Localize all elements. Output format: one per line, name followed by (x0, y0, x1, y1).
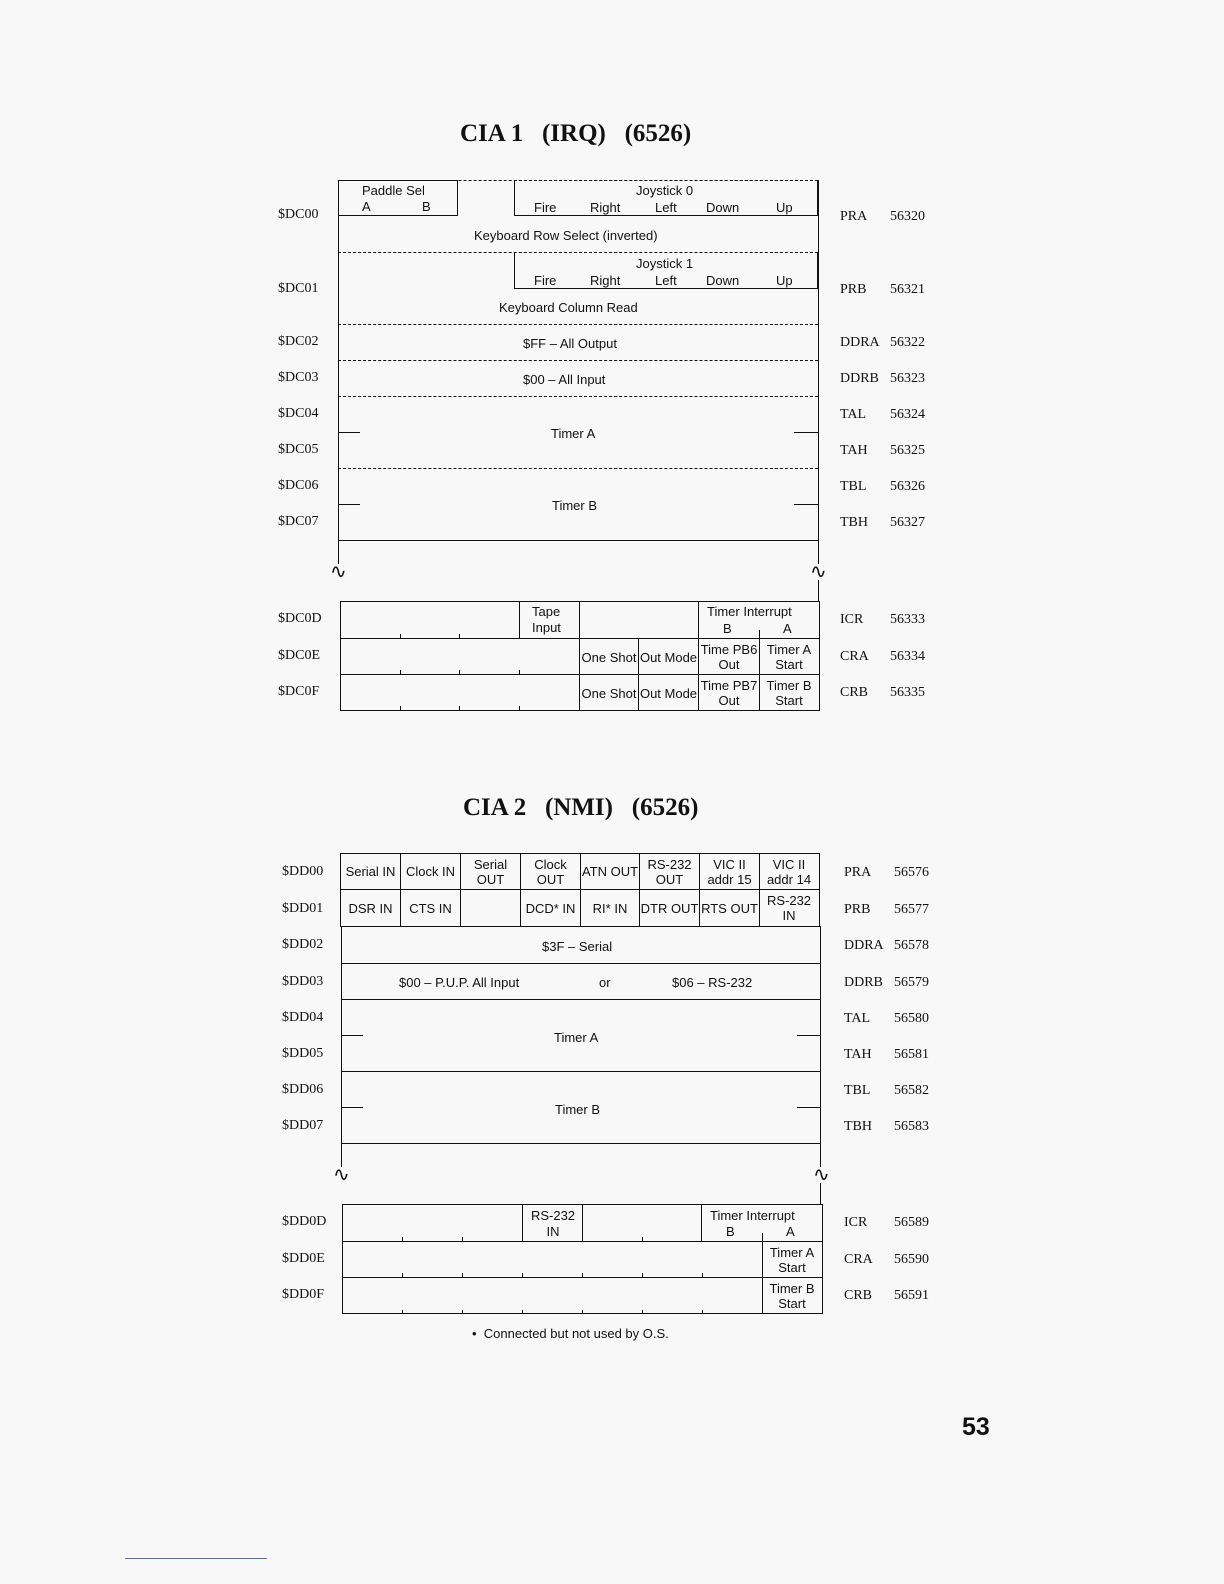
cia1-dec-tal: 56324 (890, 407, 925, 422)
cia2-prb-bit3: RI* IN (581, 890, 640, 926)
cia1-icr-tick (759, 630, 760, 638)
cia1-cra-one-shot: One Shot (581, 649, 637, 665)
cia1-cra-timer-start: Timer A Start (766, 642, 812, 672)
cia2-addr-dd01: $DD01 (282, 901, 324, 916)
cia1-icr-div1 (519, 601, 520, 638)
cia2-pra-bit7: Serial IN (341, 854, 401, 889)
cia2-addr-dd0d: $DD0D (282, 1214, 327, 1229)
cia2-timer-b: Timer B (555, 1102, 601, 1117)
cia2-reg-tah: TAH (844, 1047, 872, 1062)
cia1-title: CIA 1 (IRQ) (6526) (460, 120, 692, 147)
cia1-timer-a-bottom (338, 468, 818, 469)
cia1-timer-interrupt: Timer Interrupt (707, 604, 792, 619)
cia2-reg-tal: TAL (844, 1011, 871, 1026)
cia1-tick (459, 670, 460, 674)
cia1-addr-dc06: $DC06 (278, 478, 319, 493)
cia2-dec-ddrb: 56579 (894, 975, 929, 990)
cia2-pra-bit5: Serial OUT (461, 854, 521, 889)
cia1-dec-pra: 56320 (890, 209, 925, 224)
cia2-timer-a-mid-right (797, 1035, 821, 1036)
cia1-paddle-b: B (422, 199, 431, 214)
cia1-cra-out-mode: Out Mode (639, 649, 698, 665)
cia1-timer-a-mid-left (338, 432, 360, 433)
cia2-addr-dd07: $DD07 (282, 1118, 324, 1133)
cia2-reg-crb: CRB (844, 1288, 873, 1303)
cia2-addr-dd00: $DD00 (282, 864, 324, 879)
cia2-dec-tbl: 56582 (894, 1083, 929, 1098)
cia2-timer-a-bottom (341, 1071, 821, 1072)
cia1-js1-right: Right (590, 273, 621, 288)
cia2-tick (702, 1310, 703, 1314)
cia1-right-border (818, 180, 819, 542)
cia1-reg-tbh: TBH (840, 515, 868, 530)
cia1-crb-one-shot: One Shot (581, 685, 637, 701)
cia2-tick (462, 1237, 463, 1241)
cia1-timer-a: Timer A (551, 426, 596, 441)
cia1-paddle-a: A (362, 199, 371, 214)
cia2-pra-bit3: ATN OUT (581, 854, 640, 889)
cia1-addr-dc07: $DC07 (278, 514, 319, 529)
cia2-dec-prb: 56577 (894, 902, 929, 917)
cia1-joystick0-label: Joystick 0 (636, 183, 694, 198)
cia2-prb-bit1: RTS OUT (700, 890, 760, 926)
cia1-break-left-icon: ∿ (330, 561, 347, 583)
cia2-prb-bit4: DCD* IN (521, 890, 581, 926)
cia2-dec-tbh: 56583 (894, 1119, 929, 1134)
cia1-reg-tah: TAH (840, 443, 868, 458)
cia2-cra-bottom (342, 1277, 823, 1278)
cia1-timer-b-mid-left (338, 504, 360, 505)
cia1-crb-timer-start: Timer B Start (766, 678, 812, 708)
cia1-icr-a: A (783, 621, 792, 636)
cia1-reg-ddrb: DDRB (840, 371, 879, 386)
cia1-dec-tbh: 56327 (890, 515, 925, 530)
cia2-break-right-lower (820, 1183, 821, 1205)
cia2-dec-crb: 56591 (894, 1288, 929, 1303)
cia1-crb-time-out: Time PB7 Out (700, 678, 758, 708)
cia1-icr-b: B (723, 621, 732, 636)
cia2-timer-b-mid-left (341, 1107, 363, 1108)
cia1-icr-bottom (340, 638, 820, 639)
cia1-dec-prb: 56321 (890, 282, 925, 297)
cia2-addr-dd03: $DD03 (282, 974, 324, 989)
cia2-icr-b: B (726, 1224, 735, 1239)
cia1-reg-crb: CRB (840, 685, 869, 700)
cia2-pra-row (340, 853, 820, 890)
cia1-reg-tbl: TBL (840, 479, 867, 494)
cia2-tick (642, 1310, 643, 1314)
cia1-ddrb-bottom (338, 396, 818, 397)
cia2-tick (702, 1273, 703, 1277)
cia2-ddrb-bottom (341, 999, 821, 1000)
cia2-break-left-icon: ∿ (333, 1164, 350, 1186)
cia2-pra-bit2: RS-232 OUT (640, 854, 700, 889)
cia1-dec-ddra: 56322 (890, 335, 925, 350)
cia1-addr-dc01: $DC01 (278, 281, 319, 296)
cia1-left-border (338, 180, 339, 542)
cia1-js0-left: Left (655, 200, 677, 215)
cia1-addr-dc04: $DC04 (278, 406, 319, 421)
cia2-timer-b-bottom (341, 1143, 821, 1144)
cia1-js1-fire: Fire (534, 273, 557, 288)
cia1-tick (400, 706, 401, 710)
cia2-addr-dd02: $DD02 (282, 937, 324, 952)
cia1-addr-dc02: $DC02 (278, 334, 319, 349)
cia2-dec-tal: 56580 (894, 1011, 929, 1026)
cia2-reg-cra: CRA (844, 1252, 873, 1267)
cia1-break-right-icon: ∿ (810, 561, 827, 583)
cia1-js0-right: Right (590, 200, 621, 215)
cia1-dec-cra: 56334 (890, 649, 925, 664)
cia2-dec-pra: 56576 (894, 865, 929, 880)
cia1-joystick1-label: Joystick 1 (636, 256, 694, 271)
cia1-cra-time-out: Time PB6 Out (700, 642, 758, 672)
cia1-ddra-value: $FF – All Output (523, 336, 617, 351)
page-number: 53 (962, 1413, 990, 1441)
cia2-tick (522, 1273, 523, 1277)
cia2-tick (402, 1237, 403, 1241)
cia2-reg-pra: PRA (844, 865, 872, 880)
cia1-reg-cra: CRA (840, 649, 869, 664)
cia1-addr-dc0f: $DC0F (278, 684, 320, 699)
cia2-icr-div2 (582, 1204, 583, 1241)
cia2-tick (642, 1237, 643, 1241)
cia1-dec-tbl: 56326 (890, 479, 925, 494)
cia2-tick (582, 1273, 583, 1277)
cia1-paddle-sel-label: Paddle Sel (362, 183, 425, 198)
cia2-addr-dd0e: $DD0E (282, 1251, 325, 1266)
cia1-js1-up: Up (776, 273, 793, 288)
cia1-reg-prb: PRB (840, 282, 867, 297)
cia2-footnote: • Connected but not used by O.S. (472, 1326, 669, 1341)
cia1-cra-bottom (340, 674, 820, 675)
cia2-tick (462, 1273, 463, 1277)
cia2-icr-a: A (786, 1224, 795, 1239)
cia1-js0-up: Up (776, 200, 793, 215)
cia1-js1-left: Left (655, 273, 677, 288)
cia2-ddrb-input: $00 – P.U.P. All Input (399, 975, 520, 990)
cia1-reg-tal: TAL (840, 407, 867, 422)
cia2-rs232-in: RS-232 IN (530, 1208, 576, 1239)
cia2-pra-bit4: Clock OUT (521, 854, 581, 889)
cia1-timer-b: Timer B (552, 498, 598, 513)
cia1-reg-pra: PRA (840, 209, 868, 224)
cia1-js0-down: Down (706, 200, 740, 215)
cia2-timer-interrupt: Timer Interrupt (710, 1208, 795, 1223)
cia2-prb-bit5 (461, 890, 521, 926)
cia2-timer-a-mid-left (341, 1035, 363, 1036)
cia2-addr-dd05: $DD05 (282, 1046, 324, 1061)
cia2-cra-timer-start: Timer A Start (769, 1245, 815, 1275)
cia1-addr-dc0e: $DC0E (278, 648, 320, 663)
cia1-addr-dc03: $DC03 (278, 370, 319, 385)
cia1-ddrb-value: $00 – All Input (523, 372, 606, 387)
cia1-addr-dc0d: $DC0D (278, 611, 322, 626)
cia1-tick (400, 634, 401, 638)
cia1-icr-div3 (698, 601, 699, 638)
cia2-dec-icr: 56589 (894, 1215, 929, 1230)
cia1-tick (519, 706, 520, 710)
cia1-crb-out-mode: Out Mode (639, 685, 698, 701)
cia1-break-right-lower (818, 580, 819, 602)
cia2-icr-div3 (701, 1204, 702, 1241)
cia2-icr-div1 (522, 1204, 523, 1241)
cia2-reg-ddra: DDRA (844, 938, 884, 953)
cia2-prb-bit6: CTS IN (401, 890, 461, 926)
cia1-tape-input: Tape Input (532, 604, 561, 635)
cia2-addr-dd04: $DD04 (282, 1010, 324, 1025)
cia2-ddrb-or: or (599, 975, 611, 990)
cia2-pra-bit1: VIC II addr 15 (700, 854, 760, 889)
cia1-reg-icr: ICR (840, 612, 864, 627)
cia2-dec-tah: 56581 (894, 1047, 929, 1062)
cia2-pra-bit0: VIC II addr 14 (766, 856, 812, 887)
cia1-tick (519, 670, 520, 674)
cia2-prb-bit0: RS-232 IN (766, 893, 812, 923)
cia1-js0-fire: Fire (534, 200, 557, 215)
cia1-dec-crb: 56335 (890, 685, 925, 700)
cia2-tick (582, 1310, 583, 1314)
cia2-dec-ddra: 56578 (894, 938, 929, 953)
bottom-divider (125, 1558, 267, 1559)
cia1-js1-down: Down (706, 273, 740, 288)
cia2-addr-dd06: $DD06 (282, 1082, 324, 1097)
cia1-tick (459, 634, 460, 638)
cia2-tick (642, 1273, 643, 1277)
cia2-prb-bit7: DSR IN (341, 890, 401, 926)
cia1-timer-a-mid-right (794, 432, 818, 433)
cia1-reg-ddra: DDRA (840, 335, 880, 350)
cia2-ddra-bottom (341, 963, 821, 964)
cia2-pra-bit6: Clock IN (401, 854, 461, 889)
cia1-dec-tah: 56325 (890, 443, 925, 458)
cia2-reg-tbh: TBH (844, 1119, 872, 1134)
cia2-prb-row (340, 889, 820, 927)
cia1-addr-dc05: $DC05 (278, 442, 319, 457)
cia1-dec-ddrb: 56323 (890, 371, 925, 386)
cia2-tick (402, 1273, 403, 1277)
cia2-icr-tick (762, 1233, 763, 1241)
cia2-tick (462, 1310, 463, 1314)
cia1-prb-bottom (338, 324, 818, 325)
cia2-reg-ddrb: DDRB (844, 975, 883, 990)
cia1-tick (400, 670, 401, 674)
cia1-dec-icr: 56333 (890, 612, 925, 627)
cia2-tick (402, 1310, 403, 1314)
cia1-timer-b-bottom (338, 540, 818, 541)
cia1-icr-div2 (579, 601, 580, 638)
cia2-crb-timer-start: Timer B Start (769, 1281, 815, 1311)
cia2-prb-bit2: DTR OUT (640, 890, 700, 926)
cia1-timer-b-mid-right (794, 504, 818, 505)
cia1-addr-dc00: $DC00 (278, 207, 319, 222)
cia2-break-right-icon: ∿ (813, 1164, 830, 1186)
cia2-reg-tbl: TBL (844, 1083, 871, 1098)
cia1-column-read: Keyboard Column Read (499, 300, 638, 315)
cia2-reg-icr: ICR (844, 1215, 868, 1230)
cia2-dec-cra: 56590 (894, 1252, 929, 1267)
cia2-tick (522, 1310, 523, 1314)
cia2-ddrb-rs232: $06 – RS-232 (672, 975, 753, 990)
cia2-ddra-value: $3F – Serial (542, 939, 613, 954)
cia1-ddra-bottom (338, 360, 818, 361)
cia2-timer-b-mid-right (797, 1107, 821, 1108)
cia2-title: CIA 2 (NMI) (6526) (463, 794, 699, 821)
cia2-icr-bottom (342, 1241, 823, 1242)
cia2-timer-a: Timer A (554, 1030, 599, 1045)
cia2-addr-dd0f: $DD0F (282, 1287, 325, 1302)
cia2-reg-prb: PRB (844, 902, 871, 917)
cia1-tick (459, 706, 460, 710)
cia1-row-select: Keyboard Row Select (inverted) (474, 228, 658, 243)
